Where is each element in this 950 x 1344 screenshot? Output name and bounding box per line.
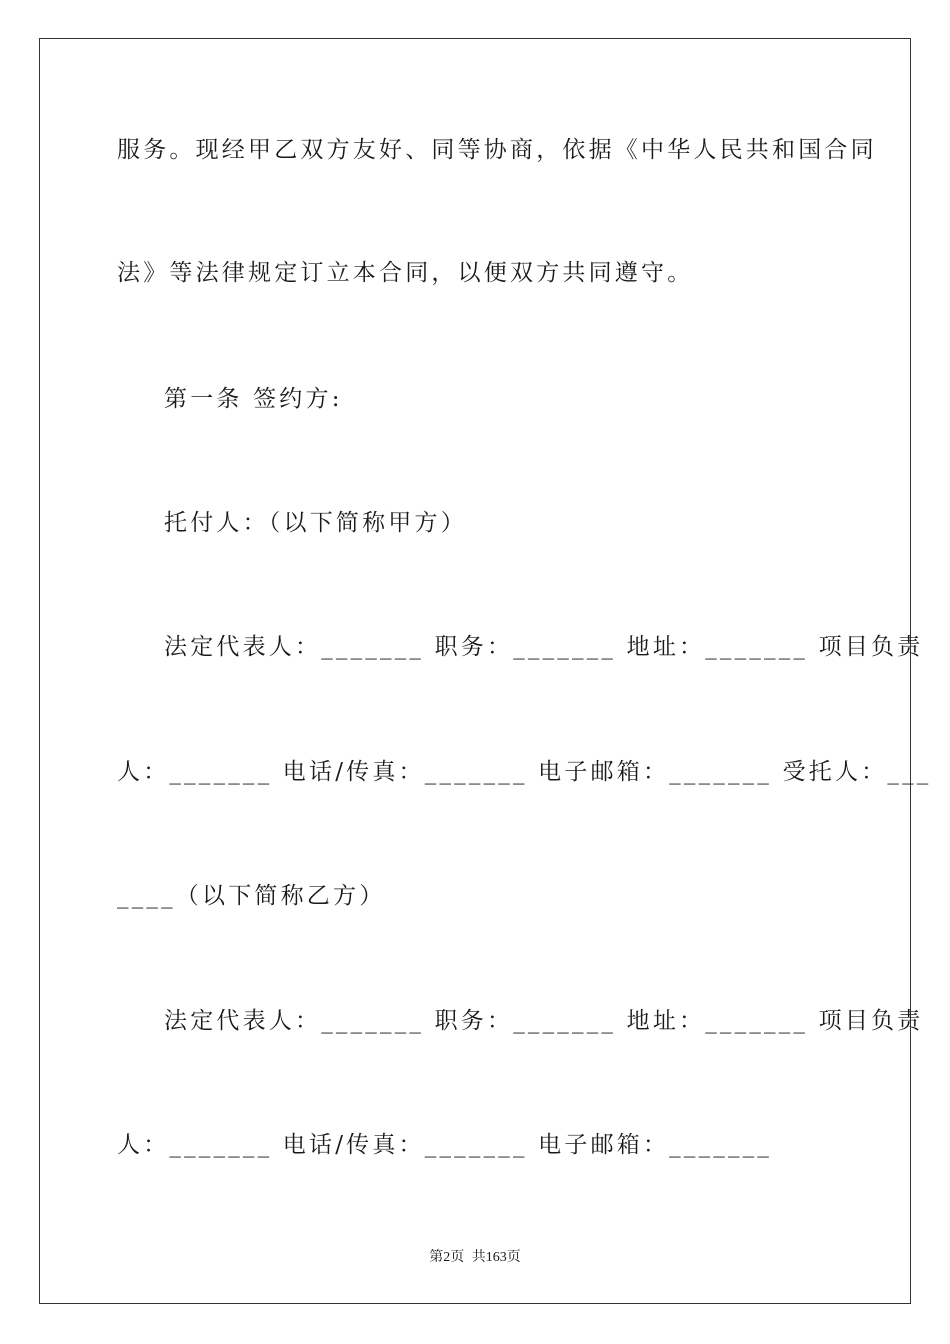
party-b-line: ____（以下简称乙方） xyxy=(117,883,386,909)
party-b-contact-line: 人：_______ 电话/传真：_______ 电子邮箱：_______ xyxy=(117,1132,773,1158)
party-a-contact-line: 人：_______ 电话/传真：_______ 电子邮箱：_______ 受托人：___ xyxy=(117,759,932,785)
client-line: 托付人：（以下简称甲方） xyxy=(164,510,467,536)
page-number: 第2页 xyxy=(429,1250,465,1265)
article-1-heading: 第一条 签约方: xyxy=(164,386,343,412)
page-border xyxy=(39,38,911,1304)
party-a-representative-line: 法定代表人：_______ 职务：_______ 地址：_______ 项目负责 xyxy=(164,634,924,660)
page-footer xyxy=(0,1246,950,1266)
party-b-representative-line: 法定代表人：_______ 职务：_______ 地址：_______ 项目负责 xyxy=(164,1008,924,1034)
total-pages: 共163页 xyxy=(471,1250,521,1265)
body-line-1: 服务。现经甲乙双方友好、同等协商，依据《中华人民共和国合同 xyxy=(117,137,877,163)
body-line-2: 法》等法律规定订立本合同，以便双方共同遵守。 xyxy=(117,260,694,286)
